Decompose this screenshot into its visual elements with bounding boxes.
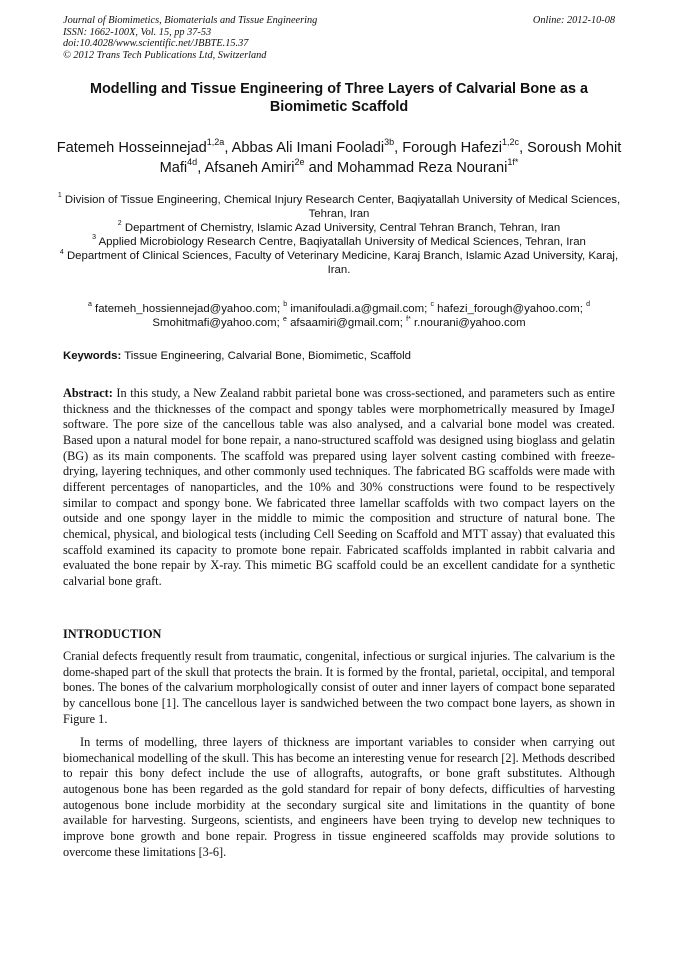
abstract bbox=[63, 386, 615, 590]
email[interactable]: $^a$ fatemeh_hossiennejad@yahoo.com; bbox=[87, 301, 284, 315]
paper-title: Modelling and Tissue Engineering of Three Layers of Calvarial Bone as a Biomimetic Scaffold bbox=[90, 81, 588, 115]
author: Forough Hafezi$^{1,2c}$, bbox=[402, 137, 528, 156]
email[interactable]: $^b$ imanifouladi.a@gmail.com; bbox=[283, 301, 431, 315]
paragraph: In terms of modelling, three layers of thickness are important variables to consider when carrying out biomechanical modelling of the skull. This has become an interesting venue for research [2]. Methods described to repair this bony defect include the use of allografts, autografts, or bone graft substitutes. Although autogenous bone has been regarded as the gold standard for repair of bony defects, difficulties of harvesting autogenous bone include morbidity at the secondary surgical site and limitations in the quantity of bone available for harvesting. Surgeons, scientists, and engineers have been trying to develop new techniques to improve bone growth and bone repair. Progress in tissue engineered scaffolds may provide solutions to overcome these limitations [3-6]. bbox=[63, 735, 615, 859]
journal-header bbox=[63, 15, 615, 61]
paragraph: Cranial defects frequently result from traumatic, congenital, infectious or surgical injuries. The calvarium is the dome-shaped part of the skull that protects the brain. It is formed by the frontal, parietal, occipital, and temporal bones. The bones of the calvarium morphologically consist of outer and inner layers of compact bone separated by cancellous bone [1]. The cancellous layer is sandwiched between the two compact bone layers, as shown in Figure 1. bbox=[63, 649, 615, 726]
journal-issn: ISSN: 1662-100X, Vol. 15, pp 37-53 bbox=[63, 26, 212, 38]
author: Soroush Mohit Mafi$^{4d}$, bbox=[159, 140, 622, 176]
email-list bbox=[55, 302, 623, 331]
journal-copyright: © 2012 Trans Tech Publications Ltd, Switzerland bbox=[63, 49, 267, 61]
keywords-text: Tissue Engineering, Calvarial Bone, Biomimetic, Scaffold bbox=[124, 350, 412, 362]
journal-name: Journal of Biomimetics, Biomaterials and Tissue Engineering bbox=[63, 15, 318, 26]
email[interactable]: $^{f*}$ r.nourani@yahoo.com bbox=[406, 315, 526, 330]
keywords bbox=[63, 349, 615, 363]
affiliation: $^4$ Department of Clinical Sciences, Faculty of Veterinary Medicine, Karaj Branch, Islamic Azad University, Karaj, Iran. bbox=[59, 248, 619, 277]
affiliation: $^2$ Department of Chemistry, Islamic Azad University, Central Tehran Branch, Tehran, Iran bbox=[117, 220, 561, 235]
abstract-text: In this study, a New Zealand rabbit parietal bone was cross-sectioned, and parameters such as entire thickness and the thicknesses of the compact and spongy tables were morphometrically measured by ImageJ software. The pore size of the cancellous table was also analysed, and a calvarial bone model was created. Based upon a natural model for bone repair, a nano-structured scaffold was designed using bioglass and gelatin (BG) as its main components. The scaffold was prepared using layer solvent casting combined with freeze-drying, layering techniques, and other commonly used techniques. The fabricated BG scaffolds were made with different percentages of nanoparticles, and the 10% and 30% constructions were found to be respectively similar to compact and spongy bone. We fabricated three lamellar scaffolds with two compact layers on the outside and one spongy layer in the middle to mimic the composition and structure of natural bone. The chemical, physical, and biological tests (including Cell Seeding on Scaffold and MTT assay) that evaluated this scaffold examined its capacity to promote bone repair. Fabricated scaffolds implanted in rabbit calvaria and evaluated the bone repair by X-ray. This mimetic BG scaffold could be an excellent candidate for a synthetic calvarial bone graft. bbox=[63, 386, 615, 588]
affiliation: $^3$ Applied Microbiology Research Centre, Baqiyatallah University of Medical Sciences, Tehran, Iran bbox=[92, 234, 586, 249]
keywords-label: Keywords: bbox=[63, 350, 122, 362]
email[interactable]: $^e$ afsaamiri@gmail.com; bbox=[283, 315, 407, 330]
affiliation-list bbox=[55, 193, 623, 278]
author: Afsaneh Amiri$^{2e}$ and bbox=[204, 156, 338, 176]
abstract-label: Abstract: bbox=[63, 386, 113, 400]
author-list bbox=[55, 139, 623, 178]
section-heading: INTRODUCTION bbox=[63, 627, 162, 641]
online-date: Online: 2012-10-08 bbox=[532, 15, 615, 26]
author: Abbas Ali Imani Fooladi$^{3b}$, bbox=[231, 137, 403, 156]
author: Mohammad Reza Nourani$^{1f*}$ bbox=[337, 156, 519, 176]
affiliation: $^1$ Division of Tissue Engineering, Chemical Injury Research Center, Baqiyatallah University of Medical Sciences, Tehran, Iran bbox=[57, 192, 621, 221]
author: Fatemeh Hosseinnejad$^{1,2a}$, bbox=[56, 137, 232, 156]
email[interactable]: $^c$ hafezi_forough@yahoo.com; bbox=[430, 301, 587, 315]
email[interactable]: $^d$ Smohitmafi@yahoo.com; bbox=[152, 301, 591, 330]
journal-doi: doi:10.4028/www.scientific.net/JBBTE.15.37 bbox=[63, 38, 249, 50]
